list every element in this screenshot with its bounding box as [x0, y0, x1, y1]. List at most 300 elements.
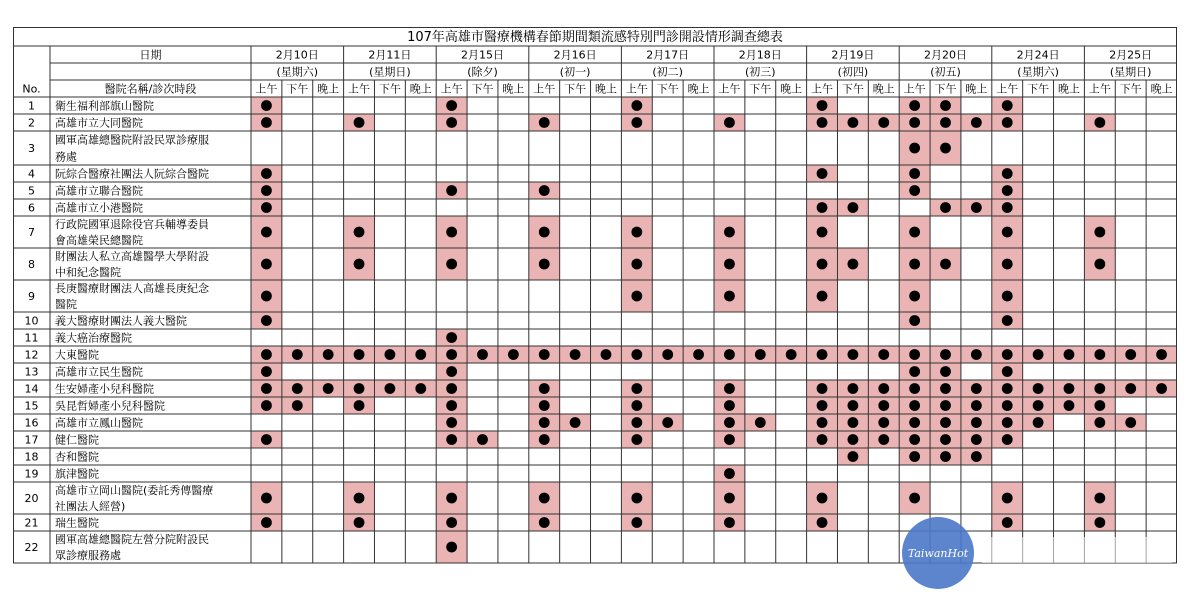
open-session-dot	[848, 383, 859, 394]
open-session-dot	[1094, 117, 1105, 128]
hospital-name: 杏和醫院	[55, 450, 99, 464]
open-session-dot	[1033, 400, 1044, 411]
row-number: 10	[24, 314, 39, 328]
open-session-dot	[539, 349, 550, 360]
slot-label: 晚上	[409, 82, 432, 96]
day-label: (星期日)	[369, 65, 411, 79]
open-session-dot	[631, 517, 642, 528]
flu-clinic-schedule-table	[13, 27, 1177, 578]
date-header: 日期	[139, 48, 162, 62]
open-session-dot	[909, 400, 920, 411]
open-session-dot	[724, 227, 735, 238]
hospital-name: 高雄市立岡山醫院(委託秀傳醫療	[55, 484, 214, 497]
open-session-dot	[261, 315, 272, 326]
open-session-dot	[261, 259, 272, 270]
open-session-dot	[1094, 383, 1105, 394]
open-session-dot	[817, 117, 828, 128]
row-number: 11	[24, 331, 39, 345]
open-session-dot	[909, 143, 920, 154]
open-session-dot	[848, 349, 859, 360]
open-session-dot	[848, 117, 859, 128]
open-session-dot	[909, 185, 920, 196]
open-session-dot	[724, 417, 735, 428]
slot-label: 下午	[286, 82, 309, 96]
open-session-dot	[539, 417, 550, 428]
open-session-dot	[631, 117, 642, 128]
row-number: 15	[24, 399, 39, 413]
open-session-dot	[724, 400, 735, 411]
open-session-dot	[817, 227, 828, 238]
hospital-name: 旗津醫院	[55, 467, 99, 481]
open-session-dot	[1064, 400, 1075, 411]
row-number: 1	[28, 99, 35, 113]
row-number: 5	[28, 184, 35, 198]
open-session-dot	[446, 417, 457, 428]
open-session-dot	[323, 349, 334, 360]
slot-label: 晚上	[317, 82, 340, 96]
open-session-dot	[817, 100, 828, 111]
open-session-dot	[971, 117, 982, 128]
open-session-dot	[1094, 259, 1105, 270]
slot-label: 晚上	[594, 82, 617, 96]
row-number: 19	[24, 467, 39, 481]
open-session-dot	[477, 349, 488, 360]
day-label: (初四)	[837, 65, 869, 79]
open-session-dot	[971, 434, 982, 445]
hospital-header: 醫院名稱/診次時段	[104, 82, 197, 96]
open-session-dot	[539, 493, 550, 504]
open-session-dot	[971, 451, 982, 462]
slot-label: 上午	[1088, 82, 1111, 96]
open-session-dot	[354, 517, 365, 528]
hospital-name: 阮綜合醫療社團法人阮綜合醫院	[55, 167, 209, 181]
open-session-dot	[878, 417, 889, 428]
open-session-dot	[261, 117, 272, 128]
open-session-dot	[292, 349, 303, 360]
date-label: 2月10日	[275, 48, 319, 62]
open-session-dot	[724, 117, 735, 128]
schedule-grid	[13, 27, 1177, 578]
open-session-dot	[817, 259, 828, 270]
date-label: 2月20日	[924, 48, 967, 62]
slot-label: 下午	[749, 82, 772, 96]
hospital-name: 高雄市立聯合醫院	[55, 184, 143, 198]
open-session-dot	[817, 434, 828, 445]
row-number: 22	[24, 541, 39, 554]
watermark-banner	[982, 537, 1172, 563]
open-session-dot	[354, 349, 365, 360]
open-session-dot	[724, 383, 735, 394]
open-session-dot	[1002, 227, 1013, 238]
open-session-dot	[817, 383, 828, 394]
open-session-dot	[570, 417, 581, 428]
open-session-dot	[1002, 185, 1013, 196]
open-session-dot	[446, 383, 457, 394]
open-session-dot	[415, 383, 426, 394]
open-session-dot	[786, 349, 797, 360]
open-session-dot	[385, 383, 396, 394]
slot-label: 晚上	[502, 82, 525, 96]
slot-label: 下午	[471, 82, 494, 96]
open-session-dot	[878, 349, 889, 360]
slot-label: 晚上	[965, 82, 988, 96]
hospital-name: 義大醫療財團法人義大醫院	[55, 314, 187, 328]
open-session-dot	[446, 366, 457, 377]
hospital-name: 國軍高雄總醫院附設民眾診療服	[55, 133, 209, 147]
hospital-name: 高雄市立民生醫院	[55, 365, 143, 379]
open-session-dot	[909, 100, 920, 111]
slot-label: 下午	[934, 82, 957, 96]
open-session-dot	[354, 227, 365, 238]
open-session-dot	[601, 349, 612, 360]
slot-label: 下午	[378, 82, 401, 96]
open-session-dot	[446, 100, 457, 111]
open-session-dot	[385, 349, 396, 360]
open-session-dot	[1002, 291, 1013, 302]
open-session-dot	[539, 185, 550, 196]
date-label: 2月11日	[368, 48, 412, 62]
open-session-dot	[261, 493, 272, 504]
open-session-dot	[1002, 366, 1013, 377]
open-session-dot	[1033, 349, 1044, 360]
open-session-dot	[755, 417, 766, 428]
table-title: 107年高雄市醫療機構春節期間類流感特別門診開設情形調查總表	[407, 30, 783, 45]
hospital-name: 義大癌治療醫院	[55, 331, 132, 345]
watermark-logo-text: TaiwanHot	[907, 547, 969, 560]
hospital-name: 社團法人經營)	[55, 500, 126, 513]
date-label: 2月16日	[553, 48, 597, 62]
hospital-name: 大東醫院	[55, 348, 99, 362]
open-session-dot	[1156, 383, 1167, 394]
open-session-dot	[971, 400, 982, 411]
open-session-dot	[909, 168, 920, 179]
slot-label: 下午	[1119, 82, 1142, 96]
open-session-dot	[631, 400, 642, 411]
open-session-dot	[724, 291, 735, 302]
open-session-dot	[848, 434, 859, 445]
open-session-dot	[631, 291, 642, 302]
open-session-dot	[817, 493, 828, 504]
open-session-dot	[261, 227, 272, 238]
open-session-dot	[631, 349, 642, 360]
open-session-dot	[909, 259, 920, 270]
open-session-dot	[539, 383, 550, 394]
open-session-dot	[261, 168, 272, 179]
open-session-dot	[446, 227, 457, 238]
open-session-dot	[415, 349, 426, 360]
open-session-dot	[693, 349, 704, 360]
hospital-name: 醫院	[55, 298, 77, 311]
open-session-dot	[570, 349, 581, 360]
hospital-name: 瑞生醫院	[55, 516, 99, 530]
open-session-dot	[848, 451, 859, 462]
open-session-dot	[1125, 417, 1136, 428]
open-session-dot	[446, 434, 457, 445]
open-session-dot	[446, 117, 457, 128]
open-session-dot	[261, 434, 272, 445]
open-session-dot	[940, 349, 951, 360]
hospital-name: 長庚醫療財團法人高雄長庚紀念	[55, 282, 209, 295]
taiwanhot-watermark	[902, 517, 1182, 597]
open-session-dot	[848, 417, 859, 428]
open-session-dot	[261, 383, 272, 394]
open-session-dot	[539, 434, 550, 445]
row-number: 17	[24, 433, 39, 447]
open-session-dot	[909, 417, 920, 428]
open-session-dot	[940, 202, 951, 213]
open-session-dot	[631, 259, 642, 270]
slot-label: 下午	[564, 82, 587, 96]
open-session-dot	[1002, 349, 1013, 360]
hospital-name: 生安婦產小兒科醫院	[55, 382, 154, 396]
open-session-dot	[354, 117, 365, 128]
day-label: (初一)	[559, 65, 591, 79]
open-session-dot	[940, 143, 951, 154]
open-session-dot	[909, 349, 920, 360]
slot-label: 上午	[625, 82, 648, 96]
open-session-dot	[1002, 315, 1013, 326]
hospital-name: 會高雄榮民總醫院	[55, 234, 143, 247]
row-number: 14	[24, 382, 39, 396]
open-session-dot	[971, 349, 982, 360]
open-session-dot	[261, 100, 272, 111]
open-session-dot	[1002, 400, 1013, 411]
open-session-dot	[1094, 400, 1105, 411]
day-label: (初三)	[745, 65, 776, 79]
open-session-dot	[909, 434, 920, 445]
hospital-name: 健仁醫院	[55, 433, 99, 447]
open-session-dot	[940, 383, 951, 394]
open-session-dot	[848, 202, 859, 213]
open-session-dot	[446, 332, 457, 343]
open-session-dot	[817, 349, 828, 360]
open-session-dot	[292, 400, 303, 411]
row-number: 7	[28, 226, 35, 239]
slot-label: 上午	[255, 82, 278, 96]
open-session-dot	[631, 493, 642, 504]
day-label: (除夕)	[467, 65, 498, 79]
open-session-dot	[354, 400, 365, 411]
open-session-dot	[508, 349, 519, 360]
open-session-dot	[323, 383, 334, 394]
open-session-dot	[1002, 202, 1013, 213]
open-session-dot	[477, 434, 488, 445]
hospital-name: 中和紀念醫院	[55, 266, 121, 279]
open-session-dot	[1125, 383, 1136, 394]
date-label: 2月25日	[1109, 48, 1153, 62]
row-number: 4	[28, 167, 35, 181]
row-number: 12	[24, 348, 39, 362]
open-session-dot	[631, 417, 642, 428]
row-number: 18	[24, 450, 39, 464]
open-session-dot	[817, 517, 828, 528]
slot-label: 晚上	[1057, 82, 1080, 96]
row-number: 9	[28, 290, 35, 303]
open-session-dot	[354, 259, 365, 270]
open-session-dot	[1125, 349, 1136, 360]
open-session-dot	[1002, 383, 1013, 394]
open-session-dot	[662, 417, 673, 428]
open-session-dot	[817, 202, 828, 213]
slot-label: 晚上	[780, 82, 803, 96]
slot-label: 上午	[533, 82, 556, 96]
open-session-dot	[817, 291, 828, 302]
open-session-dot	[724, 493, 735, 504]
open-session-dot	[1002, 100, 1013, 111]
open-session-dot	[1064, 349, 1075, 360]
open-session-dot	[1033, 383, 1044, 394]
open-session-dot	[631, 100, 642, 111]
hospital-name: 務處	[55, 150, 77, 164]
open-session-dot	[817, 168, 828, 179]
open-session-dot	[446, 349, 457, 360]
slot-label: 下午	[841, 82, 864, 96]
open-session-dot	[940, 451, 951, 462]
open-session-dot	[971, 417, 982, 428]
hospital-name: 衛生福利部旗山醫院	[55, 99, 154, 113]
row-number: 3	[28, 142, 35, 155]
hospital-name: 國軍高雄總醫院左營分院附設民	[55, 533, 209, 546]
day-label: (初五)	[930, 65, 961, 79]
open-session-dot	[1156, 349, 1167, 360]
row-number: 13	[24, 365, 39, 379]
open-session-dot	[940, 366, 951, 377]
open-session-dot	[1002, 117, 1013, 128]
date-label: 2月17日	[646, 48, 690, 62]
open-session-dot	[909, 366, 920, 377]
open-session-dot	[1002, 434, 1013, 445]
open-session-dot	[539, 400, 550, 411]
row-number: 20	[24, 492, 39, 505]
open-session-dot	[940, 100, 951, 111]
row-number: 16	[24, 416, 39, 430]
slot-label: 上午	[903, 82, 926, 96]
no-header: No.	[22, 82, 41, 96]
date-label: 2月15日	[461, 48, 504, 62]
open-session-dot	[261, 349, 272, 360]
open-session-dot	[354, 383, 365, 394]
slot-label: 上午	[348, 82, 371, 96]
slot-label: 晚上	[872, 82, 895, 96]
open-session-dot	[446, 517, 457, 528]
open-session-dot	[446, 542, 457, 553]
hospital-name: 財團法人私立高雄醫學大學附設	[55, 250, 209, 263]
open-session-dot	[1094, 417, 1105, 428]
open-session-dot	[909, 315, 920, 326]
open-session-dot	[817, 400, 828, 411]
open-session-dot	[261, 366, 272, 377]
open-session-dot	[539, 259, 550, 270]
open-session-dot	[724, 259, 735, 270]
open-session-dot	[1094, 349, 1105, 360]
open-session-dot	[1002, 417, 1013, 428]
open-session-dot	[1002, 168, 1013, 179]
slot-label: 晚上	[1150, 82, 1173, 96]
row-number: 2	[28, 116, 35, 130]
open-session-dot	[724, 434, 735, 445]
hospital-name: 高雄市立大同醫院	[55, 116, 143, 130]
slot-label: 下午	[1027, 82, 1050, 96]
open-session-dot	[878, 400, 889, 411]
open-session-dot	[662, 349, 673, 360]
open-session-dot	[724, 517, 735, 528]
open-session-dot	[1064, 383, 1075, 394]
open-session-dot	[848, 259, 859, 270]
open-session-dot	[971, 202, 982, 213]
row-number: 8	[28, 258, 35, 271]
date-label: 2月19日	[831, 48, 875, 62]
open-session-dot	[848, 400, 859, 411]
open-session-dot	[1002, 493, 1013, 504]
open-session-dot	[909, 227, 920, 238]
open-session-dot	[817, 417, 828, 428]
day-label: (初二)	[652, 65, 683, 79]
slot-label: 上午	[440, 82, 463, 96]
open-session-dot	[261, 400, 272, 411]
day-label: (星期日)	[1109, 65, 1152, 79]
open-session-dot	[292, 383, 303, 394]
day-label: (星期六)	[1017, 65, 1059, 79]
open-session-dot	[909, 117, 920, 128]
open-session-dot	[1033, 417, 1044, 428]
open-session-dot	[909, 291, 920, 302]
open-session-dot	[940, 117, 951, 128]
day-label: (星期六)	[276, 65, 319, 79]
open-session-dot	[878, 434, 889, 445]
open-session-dot	[909, 493, 920, 504]
open-session-dot	[1002, 259, 1013, 270]
row-number: 21	[24, 516, 39, 530]
slot-label: 上午	[718, 82, 741, 96]
open-session-dot	[261, 291, 272, 302]
hospital-name: 行政院國軍退除役官兵輔導委員	[55, 218, 209, 231]
open-session-dot	[940, 434, 951, 445]
open-session-dot	[446, 400, 457, 411]
row-number: 6	[28, 201, 35, 215]
open-session-dot	[631, 383, 642, 394]
open-session-dot	[1094, 493, 1105, 504]
open-session-dot	[446, 493, 457, 504]
open-session-dot	[971, 383, 982, 394]
hospital-name: 眾診療服務處	[55, 549, 121, 562]
open-session-dot	[539, 517, 550, 528]
open-session-dot	[539, 227, 550, 238]
open-session-dot	[940, 400, 951, 411]
open-session-dot	[354, 493, 365, 504]
open-session-dot	[446, 259, 457, 270]
slot-label: 下午	[656, 82, 679, 96]
open-session-dot	[539, 117, 550, 128]
open-session-dot	[724, 468, 735, 479]
open-session-dot	[261, 185, 272, 196]
open-session-dot	[1094, 227, 1105, 238]
open-session-dot	[261, 517, 272, 528]
open-session-dot	[940, 259, 951, 270]
date-label: 2月18日	[738, 48, 782, 62]
open-session-dot	[755, 349, 766, 360]
hospital-name: 高雄市立小港醫院	[55, 201, 143, 215]
open-session-dot	[261, 202, 272, 213]
open-session-dot	[724, 349, 735, 360]
hospital-name: 高雄市立鳳山醫院	[55, 416, 143, 430]
open-session-dot	[878, 117, 889, 128]
slot-label: 晚上	[687, 82, 710, 96]
open-session-dot	[631, 434, 642, 445]
slot-label: 上午	[811, 82, 834, 96]
open-session-dot	[940, 417, 951, 428]
open-session-dot	[878, 383, 889, 394]
slot-label: 上午	[996, 82, 1019, 96]
